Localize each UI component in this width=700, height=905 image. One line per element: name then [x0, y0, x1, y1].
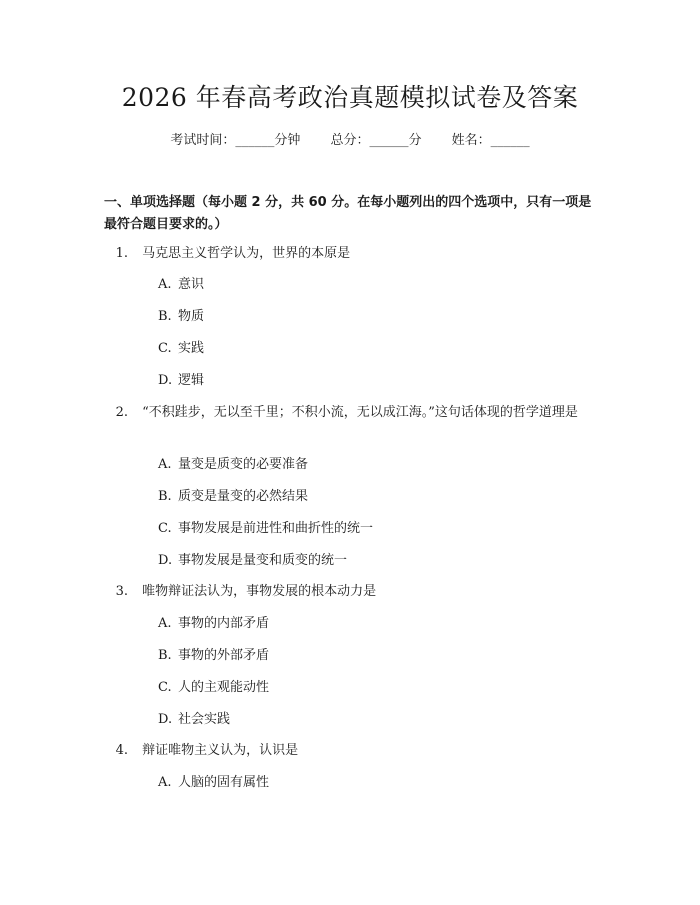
option-letter: A. [158, 616, 172, 631]
question-number: 4. [115, 743, 128, 758]
option-letter: C. [158, 680, 172, 695]
option-letter: B. [158, 648, 172, 663]
question-number: 3. [115, 584, 128, 599]
option-text: 事物发展是前进性和曲折性的统一 [178, 521, 374, 536]
option-letter: B. [158, 309, 172, 324]
option-letter: B. [158, 489, 172, 504]
question-4-option-a [158, 774, 269, 792]
option-text: 社会实践 [178, 712, 231, 727]
option-letter: D. [158, 712, 173, 727]
question-2-option-c [158, 520, 373, 538]
question-4 [104, 740, 599, 762]
option-text: 意识 [178, 277, 205, 292]
option-letter: A. [158, 775, 172, 790]
question-1-option-a [158, 276, 204, 294]
exam-time-field: 考试时间：______分钟 [170, 133, 301, 148]
total-score-field: 总分：______分 [330, 133, 422, 148]
option-letter: D. [158, 373, 173, 388]
option-text: 量变是质变的必要准备 [178, 457, 309, 472]
option-text: 人的主观能动性 [178, 680, 270, 695]
question-3-option-b [158, 647, 269, 665]
question-2-option-d [158, 552, 347, 570]
option-letter: C. [158, 341, 172, 356]
question-stem: 马克思主义哲学认为，世界的本原是 [142, 246, 351, 261]
option-letter: C. [158, 521, 172, 536]
student-name-field: 姓名：______ [451, 133, 530, 148]
question-number: 1. [115, 246, 128, 261]
option-text: 人脑的固有属性 [178, 775, 270, 790]
option-letter: D. [158, 553, 173, 568]
page-title: 2026 年春高考政治真题模拟试卷及答案 [121, 83, 579, 112]
question-3 [104, 581, 599, 603]
question-2 [104, 402, 599, 424]
question-stem: “不积跬步，无以至千里；不积小流，无以成江海。”这句话体现的哲学道理是 [142, 405, 578, 420]
option-letter: A. [158, 457, 172, 472]
question-3-option-d [158, 711, 230, 729]
question-number: 2. [115, 405, 128, 420]
option-text: 事物发展是量变和质变的统一 [178, 553, 348, 568]
question-3-option-c [158, 679, 269, 697]
option-text: 实践 [178, 341, 205, 356]
option-letter: A. [158, 277, 172, 292]
option-text: 逻辑 [178, 373, 205, 388]
exam-info-line [0, 132, 700, 150]
question-stem: 辩证唯物主义认为，认识是 [142, 743, 299, 758]
question-2-option-b [158, 488, 308, 506]
option-text: 物质 [178, 309, 205, 324]
question-1 [104, 243, 599, 265]
question-1-option-c [158, 340, 204, 358]
question-stem: 唯物辩证法认为，事物发展的根本动力是 [142, 584, 377, 599]
option-text: 事物的外部矛盾 [178, 648, 270, 663]
question-3-option-a [158, 615, 269, 633]
question-2-option-a [158, 456, 308, 474]
option-text: 事物的内部矛盾 [178, 616, 270, 631]
section-heading: 一、单项选择题（每小题 2 分，共 60 分。在每小题列出的四个选项中，只有一项是最符合题目要求的。） [104, 195, 592, 232]
question-1-option-b [158, 308, 204, 326]
option-text: 质变是量变的必然结果 [178, 489, 309, 504]
question-1-option-d [158, 372, 204, 390]
